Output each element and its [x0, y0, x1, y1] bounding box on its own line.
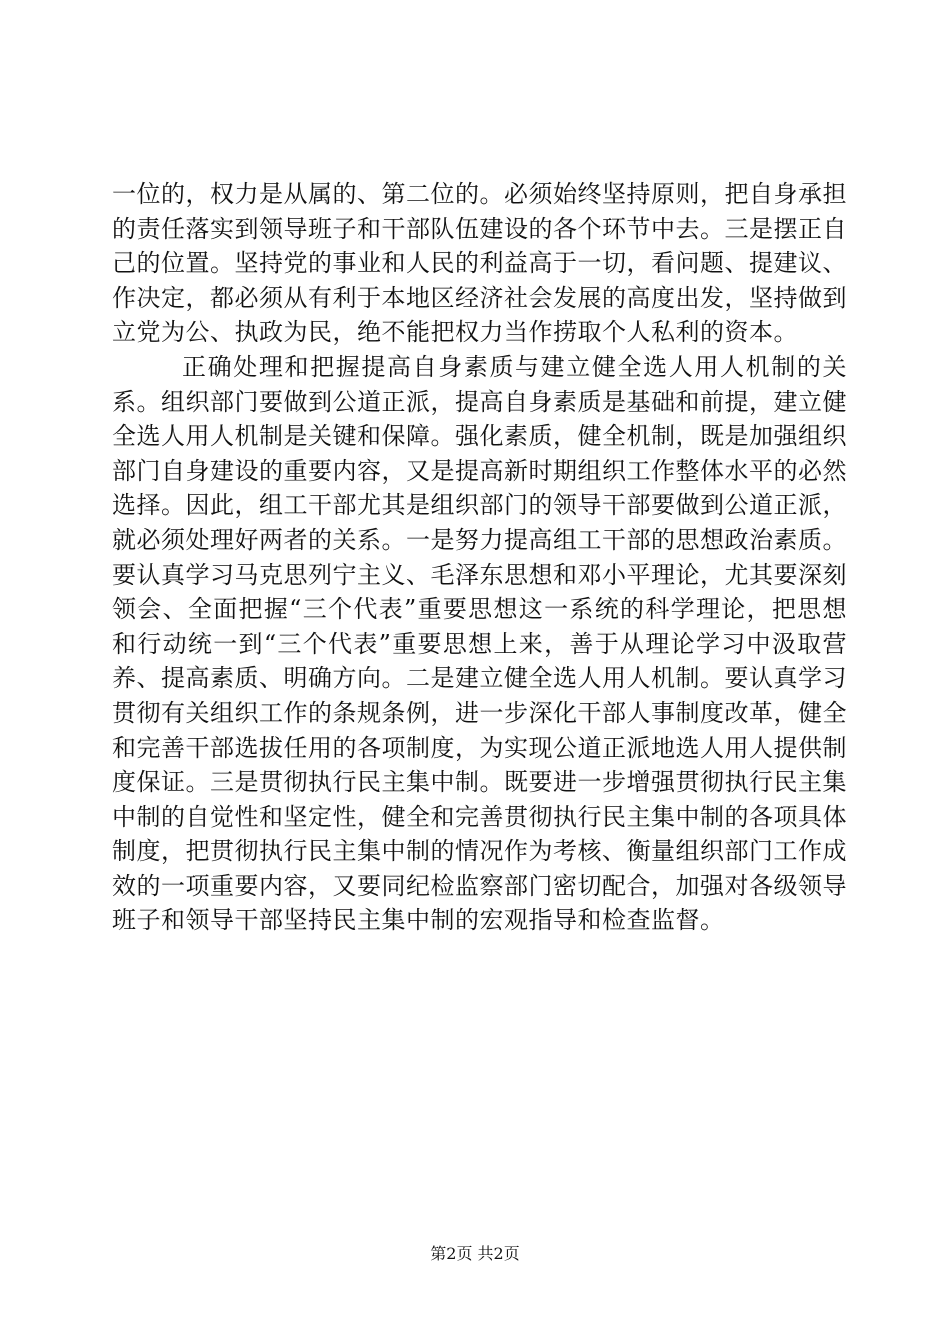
page-number: 第2页 共2页 — [430, 1244, 520, 1263]
paragraph-continued: 一位的，权力是从属的、第二位的。必须始终坚持原则，把自身承担的责任落实到领导班子和干部队伍建设的各个环节中去。三是摆正自己的位置。坚持党的事业和人民的利益高于一切，看问题、提建议、作决定，都必须从有利于本地区经济社会发展的高度出发，坚持做到立党为公、执政为民，绝不能把权力当作捞取个人私利的资本。 — [112, 180, 847, 347]
body-text — [112, 177, 847, 938]
paragraph: 正确处理和把握提高自身素质与建立健全选人用人机制的关系。组织部门要做到公道正派，提高自身素质是基础和前提，建立健全选人用人机制是关键和保障。强化素质，健全机制，既是加强组织部门自身建设的重要内容，又是提高新时期组织工作整体水平的必然选择。因此，组工干部尤其是组织部门的领导干部要做到公道正派，就必须处理好两者的关系。一是努力提高组工干部的思想政治素质。要认真学习马克思列宁主义、毛泽东思想和邓小平理论，尤其要深刻领会、全面把握“三个代表”重要思想这一系统的科学理论，把思想和行动统一到“三个代表”重要思想上来，善于从理论学习中汲取营养、提高素质、明确方向。二是建立健全选人用人机制。要认真学习贯彻有关组织工作的条规条例，进一步深化干部人事制度改革，健全和完善干部选拔任用的各项制度，为实现公道正派地选人用人提供制度保证。三是贯彻执行民主集中制。既要进一步增强贯彻执行民主集中制的自觉性和坚定性，健全和完善贯彻执行民主集中制的各项具体制度，把贯彻执行民主集中制的情况作为考核、衡量组织部门工作成效的一项重要内容，又要同纪检监察部门密切配合，加强对各级领导班子和领导干部坚持民主集中制的宏观指导和检查监督。 — [112, 352, 847, 935]
